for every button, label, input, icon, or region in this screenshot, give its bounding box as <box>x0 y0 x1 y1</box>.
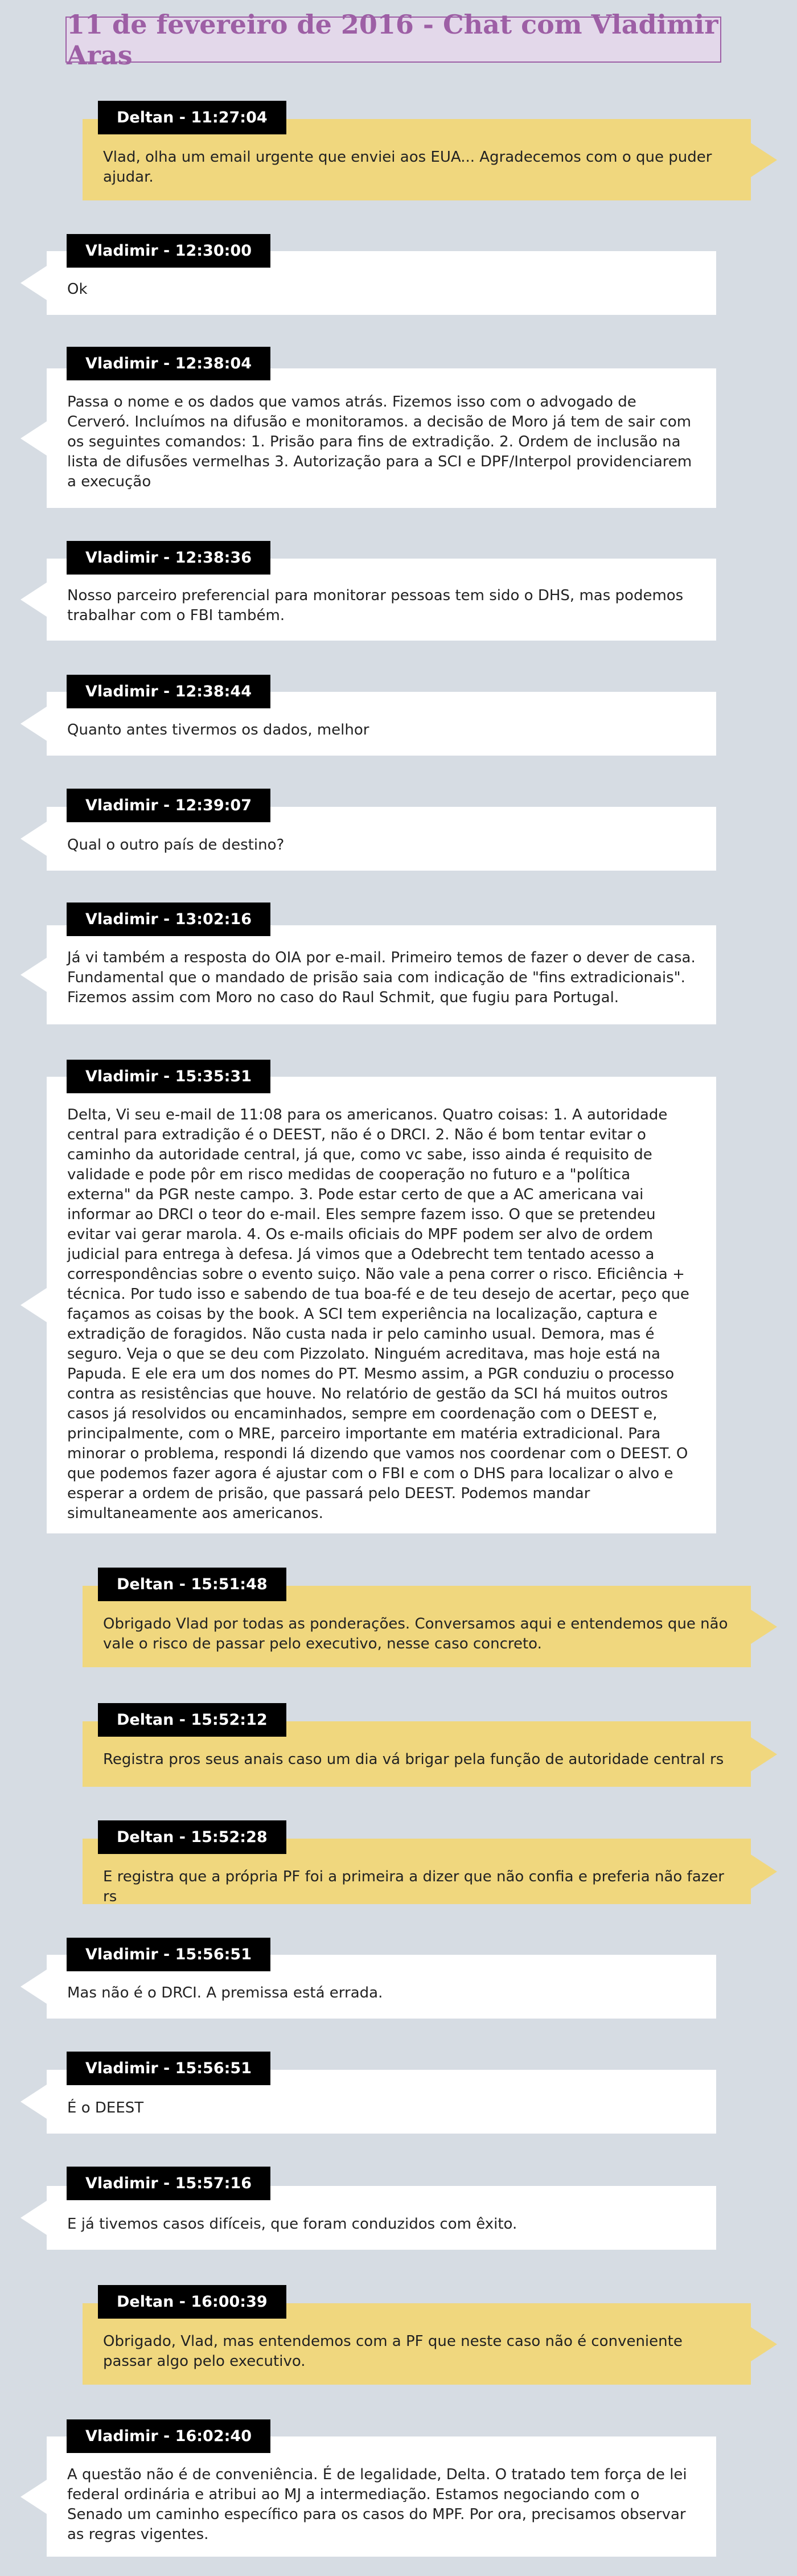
sender-timestamp-label: Deltan - 15:51:48 <box>98 1568 286 1601</box>
sender-timestamp-label: Vladimir - 15:57:16 <box>67 2167 270 2200</box>
message-bubble <box>47 1077 716 1533</box>
message-bubble <box>47 925 716 1024</box>
message-text: E já tivemos casos difíceis, que foram conduzidos com êxito. <box>67 2216 517 2233</box>
message-text: Ok <box>67 281 88 298</box>
message-text: Obrigado Vlad por todas as ponderações. Conversamos aqui e entendemos que não vale o risco de passar pelo executivo, nesse caso concreto. <box>103 1615 728 1652</box>
sender-timestamp-label: Vladimir - 12:38:04 <box>67 347 270 380</box>
sender-timestamp-label: Deltan - 11:27:04 <box>98 101 286 134</box>
message-text: E registra que a própria PF foi a primeira a dizer que não confia e preferia não fazer rs <box>103 1868 724 1905</box>
sender-timestamp-label: Deltan - 15:52:12 <box>98 1703 286 1737</box>
message-text: Mas não é o DRCI. A premissa está errada. <box>67 1984 383 2001</box>
message-text: A questão não é de conveniência. É de legalidade, Delta. O tratado tem força de lei federal ordinária e atribui ao MJ a intermediação. Estamos negociando com o Senado um caminho específico para os casos do MPF. Por ora, precisamos observar as regras vigentes. <box>67 2466 687 2543</box>
message-text: É o DEEST <box>67 2099 144 2116</box>
sender-timestamp-label: Vladimir - 12:38:36 <box>67 541 270 575</box>
sender-timestamp-label: Vladimir - 13:02:16 <box>67 903 270 936</box>
sender-timestamp-label: Vladimir - 16:02:40 <box>67 2419 270 2453</box>
message-bubble <box>47 2436 716 2557</box>
sender-timestamp-label: Deltan - 16:00:39 <box>98 2285 286 2319</box>
sender-timestamp-label: Vladimir - 15:56:51 <box>67 2052 270 2085</box>
message-text: Registra pros seus anais caso um dia vá brigar pela função de autoridade central rs <box>103 1751 724 1768</box>
sender-timestamp-label: Vladimir - 12:30:00 <box>67 234 270 268</box>
message-bubble <box>47 368 716 508</box>
sender-timestamp-label: Vladimir - 12:38:44 <box>67 675 270 708</box>
sender-timestamp-label: Vladimir - 12:39:07 <box>67 789 270 822</box>
sender-timestamp-label: Vladimir - 15:56:51 <box>67 1938 270 1971</box>
message-text: Qual o outro país de destino? <box>67 836 285 854</box>
sender-timestamp-label: Vladimir - 15:35:31 <box>67 1060 270 1093</box>
message-text: Quanto antes tivermos os dados, melhor <box>67 721 369 739</box>
message-text: Nosso parceiro preferencial para monitorar pessoas tem sido o DHS, mas podemos trabalhar com o FBI também. <box>67 587 684 624</box>
message-text: Delta, Vi seu e-mail de 11:08 para os americanos. Quatro coisas: 1. A autoridade central para extradição é o DEEST, não é o DRCI. 2. Não é bom tentar evitar o caminho da autoridade central, já que, como vc sabe, isso ainda é requisito de validade e pode pôr em risco medidas de cooperação no futuro e a "política externa" da PGR neste campo. 3. Pode estar certo de que a AC americana vai informar ao DRCI o teor do e-mail. Eles sempre fazem isso. O que se pretendeu evitar vai gerar marola. 4. Os e-mails oficiais do MPF podem ser alvo de ordem judicial para entrega à defesa. Já vimos que a Odebrecht tem tentado acesso a correspondências sobre o evento suiço. Não vale a pena correr o risco. Eficiência + técnica. Por tudo isso e sabendo de tua boa-fé e de teu desejo de acertar, peço que façamos as coisas by the book. A SCI tem experiência na localização, captura e extradição de foragidos. Não custa nada ir pelo caminho usual. Demora, mas é seguro. Veja o que se deu com Pizzolato. Ninguém acreditava, mas hoje está na Papuda. E ele era um dos nomes do PT. Mesmo assim, a PGR conduziu o processo contra as resistências que houve. No relatório de gestão da SCI há muitos outros casos já resolvidos ou encaminhados, sempre em coordenação com o DEEST e, principalmente, com o MRE, parceiro importante em matéria extradicional. Para minorar o problema, respondi lá dizendo que vamos nos coordenar com o DEEST. O que podemos fazer agora é ajustar com o FBI e com o DHS para localizar o alvo e esperar a ordem de prisão, que passará pelo DEEST. Podemos mandar simultaneamente aos americanos. <box>67 1106 689 1522</box>
message-text: Obrigado, Vlad, mas entendemos com a PF que neste caso não é conveniente passar algo pelo executivo. <box>103 2333 683 2370</box>
message-text: Já vi também a resposta do OIA por e-mail. Primeiro temos de fazer o dever de casa. Fundamental que o mandado de prisão saia com indicação de "fins extradicionais". Fizemos assim com Moro no caso do Raul Schmit, que fugiu para Portugal. <box>67 949 696 1006</box>
message-text: Passa o nome e os dados que vamos atrás. Fizemos isso com o advogado de Cerveró. Incluímos na difusão e monitoramos. a decisão de Moro já tem de sair com os seguintes comandos: 1. Prisão para fins de extradição. 2. Ordem de inclusão na lista de difusões vermelhas 3. Autorização para a SCI e DPF/Interpol providenciarem a execução <box>67 393 692 490</box>
message-text: Vlad, olha um email urgente que enviei aos EUA... Agradecemos com o que puder ajudar. <box>103 149 712 186</box>
page-title: 11 de fevereiro de 2016 - Chat com Vladimir Aras <box>65 17 721 63</box>
sender-timestamp-label: Deltan - 15:52:28 <box>98 1820 286 1854</box>
